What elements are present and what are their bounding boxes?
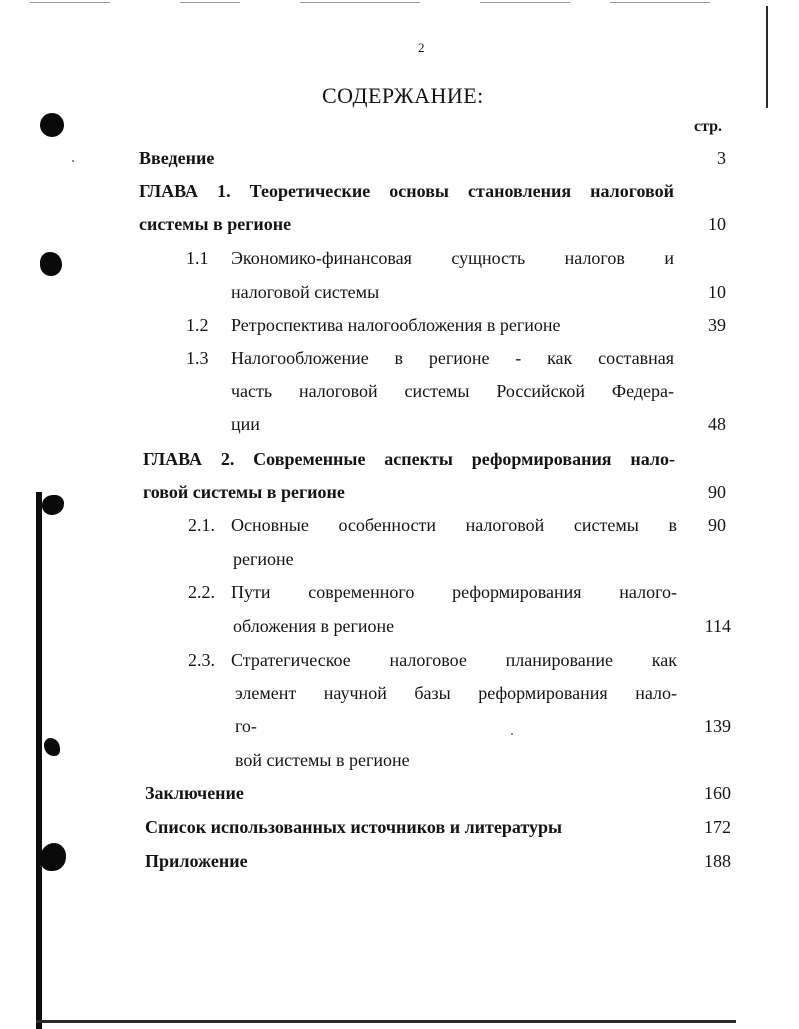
toc-page-number: 39 xyxy=(708,315,726,335)
scan-speck xyxy=(511,733,513,735)
scan-speck xyxy=(72,160,74,162)
toc-page-number: 3 xyxy=(717,148,726,168)
page-number: 2 xyxy=(418,40,425,55)
scan-left-bar xyxy=(36,492,42,1029)
punch-hole-mark xyxy=(44,738,60,756)
scan-line xyxy=(480,2,570,3)
toc-section-2-3-cont: го- xyxy=(235,716,257,736)
toc-entry-introduction: Введение xyxy=(139,148,215,168)
toc-page-number: 114 xyxy=(704,616,731,636)
scan-line xyxy=(30,2,110,3)
toc-section-number: 1.2 xyxy=(186,315,209,335)
toc-chapter-2-title: ГЛАВА 2. Современные аспекты реформирования нало- xyxy=(143,449,675,469)
toc-section-2-1-cont: регионе xyxy=(233,549,294,569)
scan-right-rule xyxy=(766,6,768,108)
toc-page-number: 10 xyxy=(708,214,726,234)
toc-page-number: 90 xyxy=(708,515,726,535)
page-column-label: стр. xyxy=(694,118,723,135)
toc-page-number: 188 xyxy=(704,851,731,871)
toc-section-2-1: Основные особенности налоговой системы в xyxy=(231,515,677,535)
toc-page-number: 160 xyxy=(704,783,731,803)
toc-section-1-2: Ретроспектива налогообложения в регионе xyxy=(231,315,561,335)
toc-section-number: 1.1 xyxy=(186,248,209,268)
scan-line xyxy=(610,2,710,3)
toc-page-number: 172 xyxy=(704,817,731,837)
toc-section-number: 1.3 xyxy=(186,348,209,368)
scan-line xyxy=(300,2,420,3)
toc-chapter-2-title-cont: говой системы в регионе xyxy=(143,482,345,502)
toc-section-1-3: Налогообложение в регионе - как составная xyxy=(231,348,674,368)
scan-bottom-rule xyxy=(36,1020,736,1023)
toc-page-number: 90 xyxy=(708,482,726,502)
toc-chapter-1-title-cont: системы в регионе xyxy=(139,214,292,234)
scan-line xyxy=(180,2,240,3)
punch-hole-mark xyxy=(40,252,62,276)
toc-entry-references: Список использованных источников и литературы xyxy=(145,817,563,837)
toc-section-1-1: Экономико-финансовая сущность налогов и xyxy=(231,248,674,268)
toc-section-2-2: Пути современного реформирования налого- xyxy=(231,582,677,602)
toc-section-2-3-cont: вой системы в регионе xyxy=(235,750,410,770)
toc-page-number: 10 xyxy=(708,282,726,302)
toc-section-number: 2.1. xyxy=(188,515,215,535)
punch-hole-mark xyxy=(42,495,64,515)
toc-section-2-3-cont: элемент научной базы реформирования нало- xyxy=(235,683,677,703)
toc-entry-conclusion: Заключение xyxy=(145,783,244,803)
toc-page-number: 139 xyxy=(704,716,731,736)
toc-entry-appendix: Приложение xyxy=(145,851,248,871)
toc-section-1-3-cont: ции xyxy=(231,414,260,434)
toc-section-number: 2.2. xyxy=(188,582,215,602)
toc-chapter-1-title: ГЛАВА 1. Теоретические основы становления налоговой xyxy=(139,181,674,201)
punch-hole-mark xyxy=(40,113,64,137)
punch-hole-mark xyxy=(40,843,66,871)
toc-section-1-3-cont: часть налоговой системы Российской Федера- xyxy=(231,381,674,401)
toc-section-number: 2.3. xyxy=(188,650,215,670)
toc-page-number: 48 xyxy=(708,414,726,434)
toc-section-2-3: Стратегическое налоговое планирование как xyxy=(231,650,677,670)
toc-section-1-1-cont: налоговой системы xyxy=(231,282,380,302)
toc-section-2-2-cont: обложения в регионе xyxy=(233,616,395,636)
page-title: СОДЕРЖАНИЕ: xyxy=(322,83,484,108)
